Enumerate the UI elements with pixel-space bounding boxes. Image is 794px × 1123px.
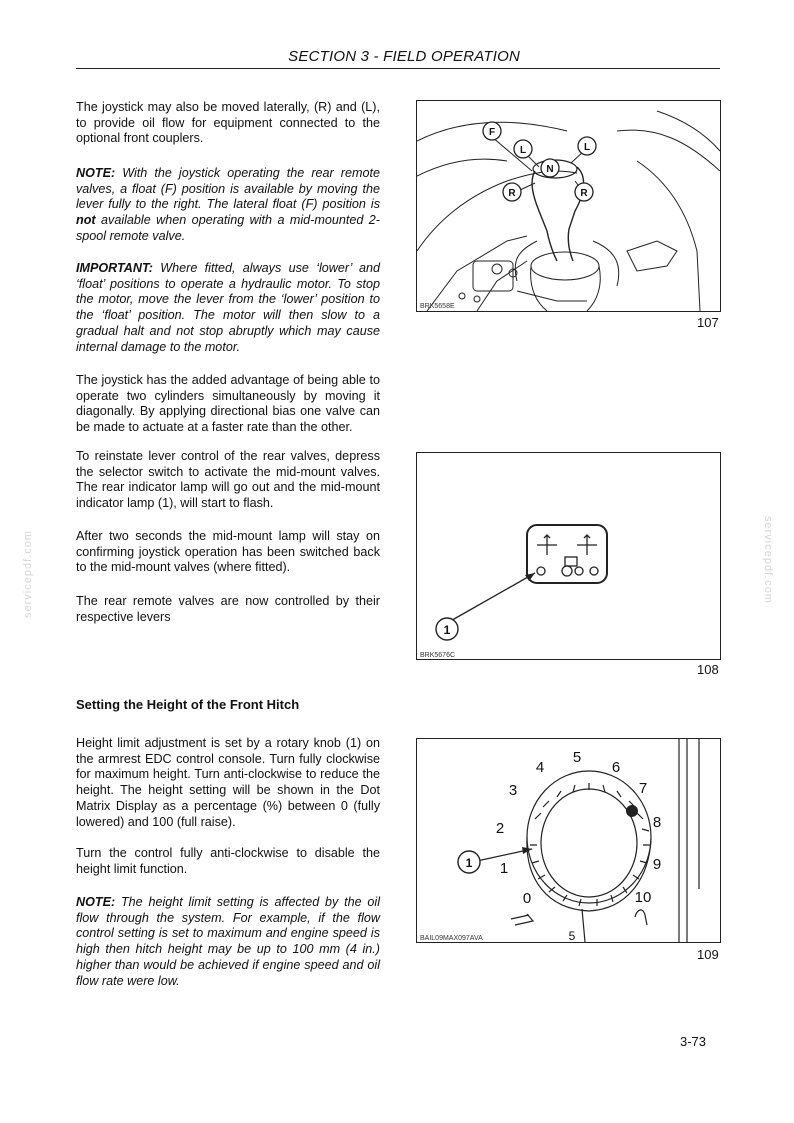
paragraph-two-seconds: After two seconds the mid-mount lamp will stay on confirming joystick operation has been switched back to the mid-mount valves (where fitted). bbox=[76, 529, 380, 575]
important-label: IMPORTANT: bbox=[76, 261, 153, 275]
note-label: NOTE: bbox=[76, 166, 116, 180]
page-header bbox=[76, 46, 720, 69]
label-L-left: L bbox=[519, 145, 527, 156]
watermark-left: servicepdf.com bbox=[22, 530, 34, 618]
figure-rotary-knob bbox=[416, 738, 721, 943]
figure-joystick bbox=[416, 100, 721, 312]
dial-10: 10 bbox=[634, 889, 652, 906]
dial-4: 4 bbox=[535, 759, 545, 776]
dial-7: 7 bbox=[638, 780, 648, 797]
dial-2: 2 bbox=[495, 820, 505, 837]
section-title: SECTION 3 - FIELD OPERATION bbox=[288, 48, 520, 65]
dial-3: 3 bbox=[508, 782, 518, 799]
label-R-right: R bbox=[580, 188, 588, 199]
figure-code: BRK5658E bbox=[420, 303, 455, 310]
paragraph-reinstate: To reinstate lever control of the rear valves, depress the selector switch to activate the mid-mount valves. The rear indicator lamp will go out and the mid-mount indicator lamp (1), will start to flash. bbox=[76, 449, 380, 511]
note-bold: not bbox=[76, 213, 96, 228]
note2-label: NOTE: bbox=[76, 895, 116, 909]
label-N: N bbox=[546, 164, 554, 175]
note2-text: The height limit setting is affected by the oil flow through the system. For example, if the flow control setting is set to maximum and engine speed is high then hitch height may be up to 100 mm (4 in.) higher than would be achieved if engine speed and oil flow rate were low. bbox=[76, 895, 380, 988]
figure-number-107: 107 bbox=[697, 315, 719, 330]
figure-code: BAIL09MAX097AVA bbox=[420, 935, 483, 942]
paragraph-lateral: The joystick may also be moved laterally, (R) and (L), to provide oil flow for equipment connected to the optional front couplers. bbox=[76, 100, 380, 146]
note-float bbox=[76, 166, 380, 245]
label-F: F bbox=[488, 127, 496, 138]
dial-6: 6 bbox=[611, 759, 621, 776]
paragraph-height-limit: Height limit adjustment is set by a rotary knob (1) on the armrest EDC control console. Turn fully clockwise for maximum height. Turn anti-clockwise to reduce the height. The height setting will be shown in the Dot Matrix Display as a percentage (%) between 0 (fully lowered) and 100 (full raise). bbox=[76, 736, 380, 829]
figure-code: BRK5676C bbox=[420, 652, 456, 659]
dial-8: 8 bbox=[652, 814, 662, 831]
paragraph-disable: Turn the control fully anti-clockwise to disable the height limit function. bbox=[76, 846, 380, 876]
figure-number-108: 108 bbox=[697, 662, 719, 677]
callout-1: 1 bbox=[443, 623, 451, 637]
indicator-illustration bbox=[417, 453, 720, 659]
dial-5: 5 bbox=[572, 749, 582, 766]
important-text: Where fitted, always use ‘lower’ and ‘float’ positions to operate a hydraulic motor. To stop the motor, move the lever from the ‘lower’ position to the ‘float’ position. The motor will then slow to a gradual halt and not stop abruptly which may cause internal damage to the motor. bbox=[76, 261, 380, 354]
page-number: 3-73 bbox=[680, 1034, 707, 1049]
label-R-left: R bbox=[508, 188, 516, 199]
watermark-right: servicepdf.com bbox=[762, 516, 774, 604]
paragraph-diagonal: The joystick has the added advantage of being able to operate two cylinders simultaneously by moving it diagonally. By applying directional bias one valve can be made to actuate at a faster rate than the other. bbox=[76, 373, 380, 435]
figure-number-109: 109 bbox=[697, 947, 719, 962]
dial-bottom-label: 5 bbox=[568, 929, 576, 942]
important-note bbox=[76, 261, 380, 355]
dial-0: 0 bbox=[522, 890, 532, 907]
knob-illustration bbox=[417, 739, 720, 942]
label-L-right: L bbox=[583, 142, 591, 153]
note-text: With the joystick operating the rear remote valves, a float (F) position is available by moving the lever fully to the right. The lateral float (F) position is bbox=[76, 166, 380, 212]
dial-9: 9 bbox=[652, 856, 662, 873]
paragraph-rear-remote: The rear remote valves are now controlled by their respective levers bbox=[76, 594, 380, 624]
callout-1: 1 bbox=[465, 856, 473, 870]
dial-1: 1 bbox=[499, 860, 509, 877]
section-heading: Setting the Height of the Front Hitch bbox=[76, 697, 300, 712]
note-flow bbox=[76, 895, 380, 989]
joystick-illustration bbox=[417, 101, 720, 311]
figure-indicator bbox=[416, 452, 721, 660]
note-tail: available when operating with a mid-mounted 2-spool remote valve. bbox=[76, 213, 380, 243]
